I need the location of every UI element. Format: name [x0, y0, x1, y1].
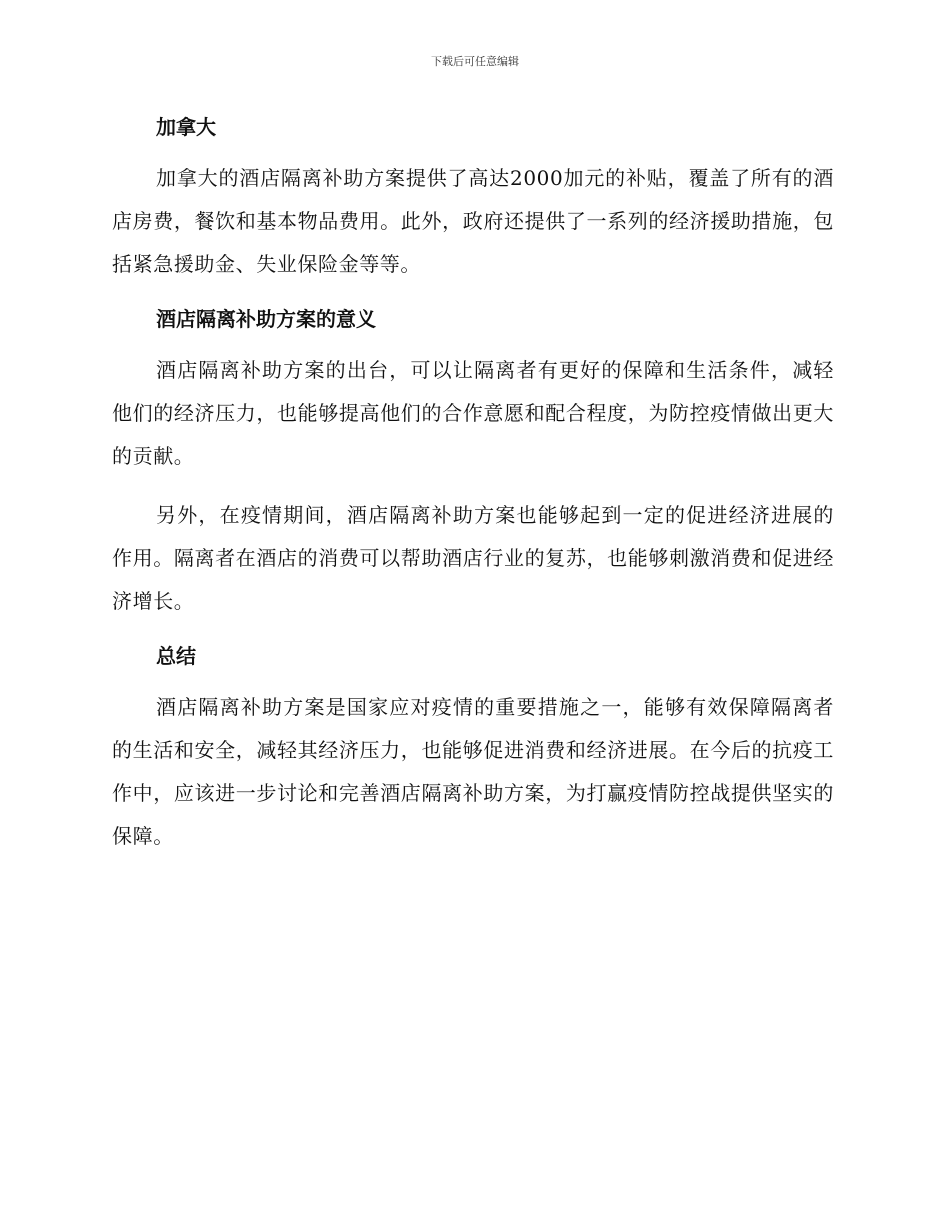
section-heading: 总结 — [156, 644, 196, 668]
section-summary — [112, 639, 834, 858]
section-paragraph: 加拿大的酒店隔离补助方案提供了高达2000加元的补贴，覆盖了所有的酒店房费，餐饮和基本物品费用。此外，政府还提供了一系列的经济援助措施，包括紧急援助金、失业保险金等等。 — [112, 166, 834, 276]
section-heading: 酒店隔离补助方案的意义 — [156, 307, 376, 331]
page-header-note: 下载后可任意编辑 — [431, 55, 519, 68]
document-body — [112, 110, 834, 858]
section-paragraph: 另外，在疫情期间，酒店隔离补助方案也能够起到一定的促进经济进展的作用。隔离者在酒店的消费可以帮助酒店行业的复苏，也能够刺激消费和促进经济增长。 — [112, 503, 834, 613]
section-paragraph: 酒店隔离补助方案的出台，可以让隔离者有更好的保障和生活条件，减轻他们的经济压力，也能够提高他们的合作意愿和配合程度，为防控疫情做出更大的贡献。 — [112, 358, 834, 468]
section-canada — [112, 110, 834, 286]
section-heading: 加拿大 — [156, 115, 216, 139]
section-significance — [112, 302, 834, 623]
section-paragraph: 酒店隔离补助方案是国家应对疫情的重要措施之一，能够有效保障隔离者的生活和安全，减轻其经济压力，也能够促进消费和经济进展。在今后的抗疫工作中，应该进一步讨论和完善酒店隔离补助方案，为打赢疫情防控战提供坚实的保障。 — [112, 695, 834, 848]
